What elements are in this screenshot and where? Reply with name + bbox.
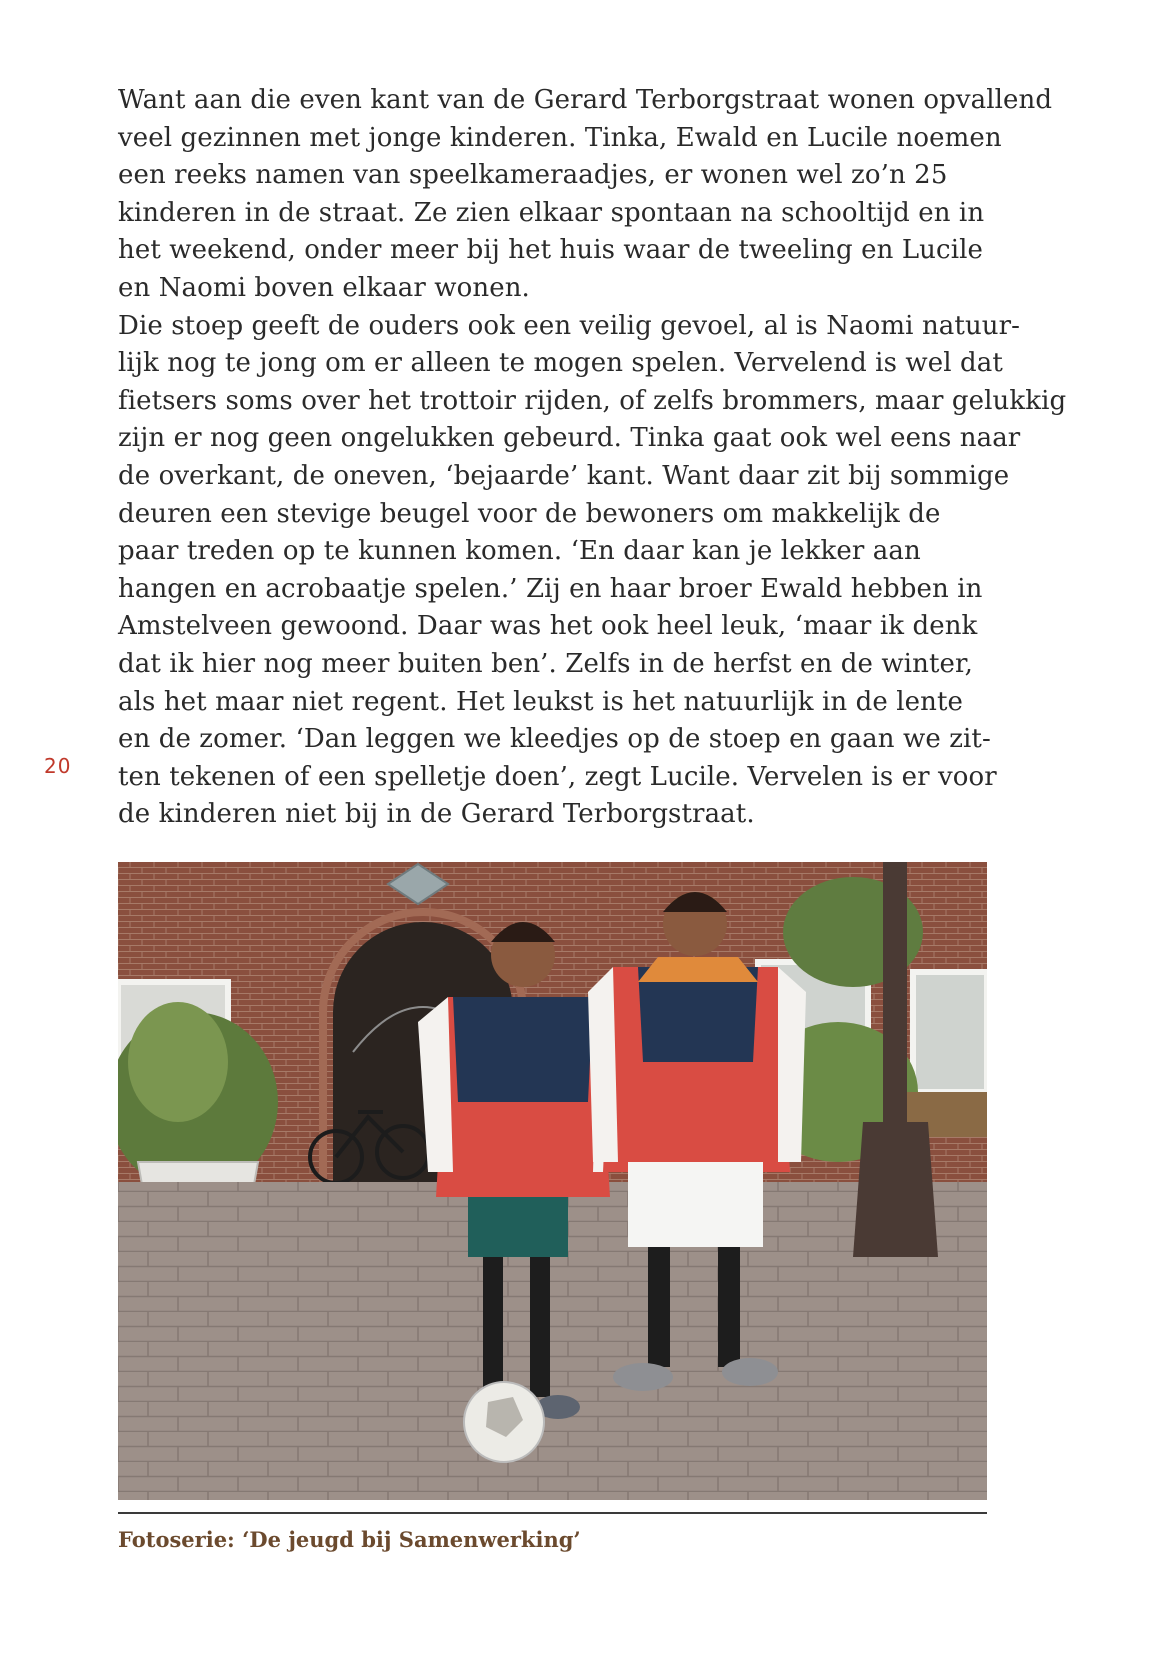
photo-caption: Fotoserie: ‘De jeugd bij Samenwerking’ [118,1527,581,1552]
text-line: deuren een stevige beugel voor de bewoners om makkelijk de [118,498,941,529]
text-line: hangen en acrobaatje spelen.’ Zij en haar broer Ewald hebben in [118,573,983,604]
text-line: Die stoep geeft de ouders ook een veilig gevoel, al is Naomi natuur- [118,310,1021,341]
football [464,1382,544,1462]
text-line: een reeks namen van speelkameraadjes, er wonen wel zo’n 25 [118,160,948,191]
text-line: lijk nog te jong om er alleen te mogen spelen. Vervelend is wel dat [118,348,1003,379]
photo-illustration [118,862,987,1500]
text-line: kinderen in de straat. Ze zien elkaar spontaan na schooltijd en in [118,197,985,228]
caption-rule [118,1512,987,1514]
text-line: de kinderen niet bij in de Gerard Terborgstraat. [118,799,755,830]
text-line: fietsers soms over het trottoir rijden, of zelfs brommers, maar gelukkig [118,385,1067,416]
text-line: de overkant, de oneven, ‘bejaarde’ kant. Want daar zit bij sommige [118,460,1010,491]
text-line: het weekend, onder meer bij het huis waar de tweeling en Lucile [118,235,984,266]
photo-two-boys-with-football [118,862,987,1500]
text-line: veel gezinnen met jonge kinderen. Tinka, Ewald en Lucile noemen [118,122,1002,153]
text-line: zijn er nog geen ongelukken gebeurd. Tinka gaat ook wel eens naar [118,423,1021,454]
body-text [118,82,1067,834]
text-line: en de zomer. ‘Dan leggen we kleedjes op de stoep en gaan we zit- [118,724,991,755]
text-line: ten tekenen of een spelletje doen’, zegt Lucile. Vervelen is er voor [118,761,997,792]
text-line: Amstelveen gewoond. Daar was het ook heel leuk, ‘maar ik denk [118,611,978,642]
text-line: dat ik hier nog meer buiten ben’. Zelfs in de herfst en de winter, [118,648,974,679]
page-number: 20 [44,754,72,778]
text-line: paar treden op te kunnen komen. ‘En daar kan je lekker aan [118,536,921,567]
text-line: Want aan die even kant van de Gerard Terborgstraat wonen opvallend [118,85,1053,115]
text-line: en Naomi boven elkaar wonen. [118,272,530,303]
text-line: als het maar niet regent. Het leukst is het natuurlijk in de lente [118,686,963,717]
